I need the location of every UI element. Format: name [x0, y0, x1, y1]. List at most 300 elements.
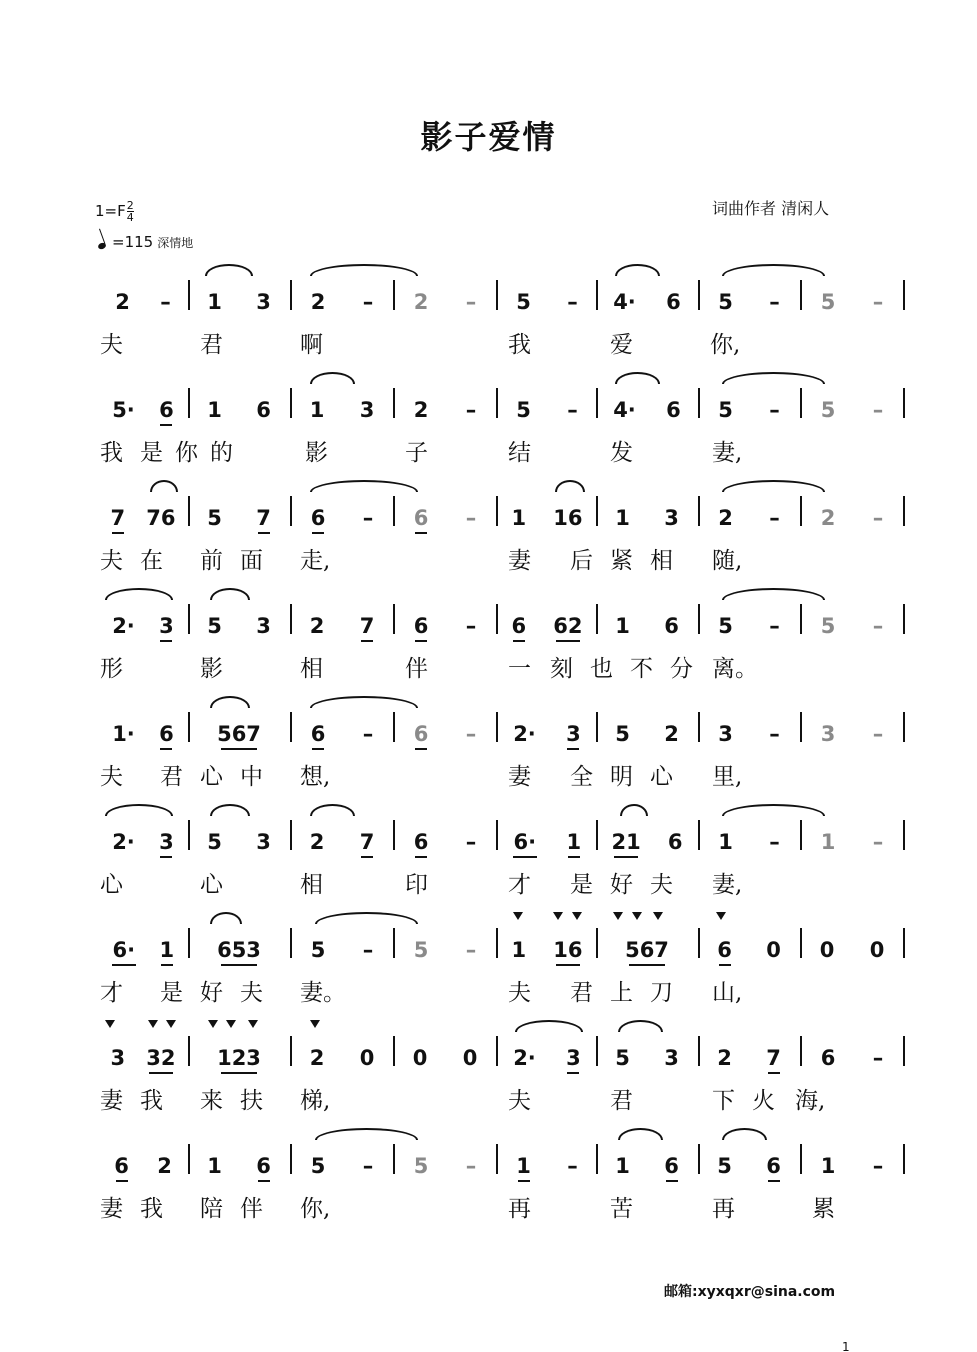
note-text: 6 — [667, 830, 683, 854]
note-text: 1 — [309, 398, 325, 422]
measure — [395, 278, 495, 318]
note — [553, 508, 582, 534]
note-text: 2 — [309, 830, 325, 854]
measure — [598, 818, 696, 858]
note-text: 567 — [217, 722, 261, 746]
bar-line — [290, 388, 292, 418]
bar-line — [188, 388, 190, 418]
measure — [292, 1034, 392, 1074]
slur-mark — [555, 480, 585, 492]
note — [512, 508, 527, 534]
lyric-syllable: 再 — [508, 1196, 531, 1222]
bar-line — [393, 712, 395, 742]
bar-line — [496, 1036, 498, 1066]
bar-line — [188, 1144, 190, 1174]
note-text: – — [872, 614, 884, 638]
note — [207, 400, 222, 426]
note-text: 6· — [112, 938, 136, 962]
note-text: 2 — [309, 1046, 325, 1070]
note-text: 2 — [413, 398, 429, 422]
lyric-syllable: 全 — [570, 764, 593, 790]
author-credit: 词曲作者 清闲人 — [712, 199, 830, 218]
note — [112, 400, 135, 426]
lyric-syllable: 好 — [200, 980, 223, 1006]
measure — [598, 386, 696, 426]
note — [766, 1048, 781, 1074]
note-text: 32 — [146, 1046, 176, 1070]
note — [664, 508, 679, 534]
lyric-syllable: 分 — [670, 656, 693, 682]
bar-line — [800, 604, 802, 634]
slur-mark — [722, 264, 825, 276]
lyric-syllable: 夫 — [100, 332, 123, 358]
bar-line — [393, 280, 395, 310]
note — [111, 1048, 126, 1074]
note — [666, 292, 681, 318]
note-text: 1 — [718, 830, 733, 854]
note-text: – — [769, 506, 780, 530]
note-text: – — [362, 938, 374, 962]
note-text: 2 — [310, 290, 326, 314]
bar-line — [496, 496, 498, 526]
bar-line — [698, 820, 700, 850]
note-text: – — [872, 830, 884, 854]
bar-line — [596, 280, 598, 310]
lyric-syllable: 夫 — [240, 980, 263, 1006]
bar-line — [903, 604, 905, 634]
lyric-syllable: 夫 — [100, 764, 123, 790]
measure — [498, 926, 596, 966]
note — [516, 1156, 531, 1182]
note-text: – — [465, 614, 477, 638]
note — [207, 832, 222, 858]
measure — [395, 1034, 495, 1074]
note-text: 5 — [310, 1154, 326, 1178]
slur-mark — [515, 1020, 583, 1032]
note-text: 0 — [869, 938, 885, 962]
measure — [100, 386, 186, 426]
note-text: – — [465, 290, 477, 314]
lyric-syllable: 也 — [590, 656, 613, 682]
lyric-syllable: 下 — [712, 1088, 735, 1114]
note-text: 6 — [820, 1046, 836, 1070]
lyric-syllable: 面 — [240, 548, 263, 574]
note-text: 3 — [359, 398, 375, 422]
note — [466, 616, 477, 642]
bar-line — [698, 280, 700, 310]
note-text: 3 — [256, 614, 271, 638]
note — [112, 724, 135, 750]
lyric-syllable: 影 — [305, 440, 328, 466]
note — [414, 400, 429, 426]
underline-mark — [221, 1072, 257, 1074]
lyric-syllable: 伴 — [405, 656, 428, 682]
note — [311, 940, 326, 966]
lyric-syllable: 走, — [300, 548, 331, 574]
note-text: – — [872, 1154, 884, 1178]
bar-line — [596, 1036, 598, 1066]
note — [553, 940, 582, 966]
measure — [802, 278, 902, 318]
lyric-syllable: 君 — [610, 1088, 633, 1114]
note-text: 567 — [625, 938, 669, 962]
underline-mark — [116, 1180, 128, 1182]
note — [566, 724, 581, 750]
accent-triangle-icon — [572, 912, 582, 920]
accent-triangle-icon — [248, 1020, 258, 1028]
lyric-syllable: 我 — [140, 1196, 163, 1222]
bar-line — [596, 604, 598, 634]
measure — [190, 602, 288, 642]
note-text: 5 — [718, 614, 733, 638]
lyric-syllable: 累 — [812, 1196, 835, 1222]
lyric-syllable: 在 — [140, 548, 163, 574]
note-text: 1 — [159, 938, 175, 962]
underline-mark — [415, 856, 427, 858]
lyric-syllable: 影 — [200, 656, 223, 682]
note — [615, 616, 630, 642]
note-text: 3 — [256, 290, 271, 314]
note-text: 6 — [666, 290, 681, 314]
measure — [598, 1142, 696, 1182]
note-text: 5 — [615, 1046, 630, 1070]
note — [414, 832, 429, 858]
slur-mark — [618, 1128, 663, 1140]
note — [664, 1156, 679, 1182]
lyric-syllable: 后 — [570, 548, 593, 574]
lyric-syllable: 妻 — [100, 1196, 123, 1222]
measure — [100, 494, 186, 534]
bar-line — [188, 820, 190, 850]
note-text: 2 — [309, 614, 325, 638]
note-text: 16 — [553, 506, 583, 530]
lyric-syllable: 心 — [650, 764, 673, 790]
measure — [498, 1034, 596, 1074]
note-text: 1 — [511, 506, 527, 530]
bar-line — [596, 712, 598, 742]
note-text: 6 — [114, 1154, 129, 1178]
measure — [598, 926, 696, 966]
lyric-syllable: 夫 — [508, 980, 531, 1006]
note-text: 0 — [766, 938, 781, 962]
note-text: – — [769, 830, 780, 854]
underline-mark — [112, 964, 136, 966]
underline-mark — [312, 748, 324, 750]
bar-line — [393, 1144, 395, 1174]
note-text: 123 — [217, 1046, 261, 1070]
note-text: 1 — [615, 614, 630, 638]
quarter-note-icon — [97, 242, 107, 250]
underline-mark — [361, 640, 373, 642]
measure — [100, 710, 186, 750]
lyric-syllable: 紧 — [610, 548, 633, 574]
note-text: 2· — [513, 722, 536, 746]
underline-mark — [258, 1180, 270, 1182]
bar-line — [596, 388, 598, 418]
note-text: 6· — [513, 830, 537, 854]
bar-line — [903, 496, 905, 526]
note — [360, 616, 375, 642]
lyric-syllable: 里, — [712, 764, 743, 790]
measure — [700, 602, 798, 642]
note — [363, 1156, 374, 1182]
note — [615, 724, 630, 750]
lyric-syllable: 随, — [712, 548, 743, 574]
note-text: 3 — [256, 830, 271, 854]
measure — [292, 818, 392, 858]
lyric-syllable: 你 — [175, 440, 198, 466]
note-text: 3 — [110, 1046, 126, 1070]
slur-mark — [105, 804, 173, 816]
bar-line — [393, 388, 395, 418]
measure — [190, 710, 288, 750]
measure — [802, 926, 902, 966]
note — [112, 832, 135, 858]
underline-mark — [666, 1180, 678, 1182]
measure — [498, 494, 596, 534]
note-text: 6 — [766, 1154, 781, 1178]
bar-line — [393, 820, 395, 850]
measure — [395, 710, 495, 750]
note — [414, 1156, 429, 1182]
measure — [292, 386, 392, 426]
note — [766, 1156, 781, 1182]
note — [821, 724, 836, 750]
underline-mark — [719, 964, 731, 966]
note — [160, 292, 171, 318]
note-text: 5 — [207, 830, 222, 854]
slur-mark — [315, 912, 418, 924]
lyric-syllable: 离。 — [712, 656, 758, 682]
bar-line — [290, 496, 292, 526]
lyric-syllable: 相 — [650, 548, 673, 574]
underline-mark — [312, 532, 324, 534]
note-text: 6 — [256, 398, 271, 422]
note-text: 21 — [611, 830, 641, 854]
measure — [802, 818, 902, 858]
measure — [100, 602, 186, 642]
lyric-syllable: 子 — [405, 440, 428, 466]
note-text: 5 — [310, 938, 326, 962]
note — [256, 832, 271, 858]
bar-line — [393, 604, 395, 634]
note-text: – — [567, 398, 578, 422]
note-text: 3 — [664, 1046, 679, 1070]
email-footer: 邮箱:xyxqxr@sina.com — [664, 1284, 836, 1300]
lyric-syllable: 我 — [508, 332, 531, 358]
measure — [498, 278, 596, 318]
note — [159, 400, 174, 426]
note — [256, 292, 271, 318]
underline-mark — [221, 964, 257, 966]
note — [512, 616, 527, 642]
underline-mark — [567, 748, 579, 750]
measure — [498, 818, 596, 858]
underline-mark — [513, 640, 525, 642]
bar-line — [290, 820, 292, 850]
lyric-syllable: 不 — [630, 656, 653, 682]
note-text: 3 — [566, 1046, 581, 1070]
accent-triangle-icon — [716, 912, 726, 920]
note — [717, 940, 732, 966]
note — [567, 1156, 578, 1182]
bar-line — [903, 280, 905, 310]
bar-line — [698, 928, 700, 958]
bar-line — [188, 496, 190, 526]
lyric-syllable: 妻, — [712, 440, 743, 466]
note-text: – — [872, 506, 884, 530]
note — [668, 832, 683, 858]
underline-mark — [518, 1180, 530, 1182]
accent-triangle-icon — [208, 1020, 218, 1028]
note — [821, 616, 836, 642]
note-text: 3 — [820, 722, 836, 746]
note — [612, 832, 641, 858]
lyric-syllable: 一 — [508, 656, 531, 682]
note — [466, 292, 477, 318]
bar-line — [800, 928, 802, 958]
bar-line — [393, 496, 395, 526]
note-text: 7 — [110, 506, 126, 530]
note-text: 1 — [615, 1154, 630, 1178]
bar-line — [188, 280, 190, 310]
slur-mark — [620, 804, 648, 816]
measure — [395, 926, 495, 966]
bar-line — [800, 388, 802, 418]
note — [873, 832, 884, 858]
note-text: 3 — [159, 614, 174, 638]
note — [159, 724, 174, 750]
note — [870, 940, 885, 966]
slur-mark — [210, 804, 250, 816]
lyric-syllable: 梯, — [300, 1088, 331, 1114]
accent-triangle-icon — [553, 912, 563, 920]
slur-mark — [210, 912, 242, 924]
note-text: 1 — [516, 1154, 531, 1178]
note-text: – — [769, 722, 780, 746]
underline-mark — [415, 748, 427, 750]
note — [769, 400, 780, 426]
measure — [802, 494, 902, 534]
bar-line — [596, 496, 598, 526]
lyric-syllable: 苦 — [610, 1196, 633, 1222]
note-text: 1 — [207, 290, 222, 314]
accent-triangle-icon — [632, 912, 642, 920]
measure — [190, 386, 288, 426]
note — [217, 940, 261, 966]
note — [207, 616, 222, 642]
bar-line — [698, 388, 700, 418]
accent-triangle-icon — [513, 912, 523, 920]
underline-mark — [361, 856, 373, 858]
note — [414, 616, 429, 642]
note-text: 6 — [413, 722, 429, 746]
note — [769, 724, 780, 750]
note — [256, 400, 271, 426]
accent-triangle-icon — [105, 1020, 115, 1028]
note — [256, 508, 271, 534]
lyric-syllable: 夫 — [100, 548, 123, 574]
note-text: – — [872, 398, 884, 422]
bar-line — [188, 712, 190, 742]
measure — [598, 710, 696, 750]
lyric-syllable: 我 — [100, 440, 123, 466]
slur-mark — [310, 372, 355, 384]
bar-line — [800, 712, 802, 742]
note — [718, 508, 733, 534]
note-text: – — [769, 614, 780, 638]
note — [310, 1048, 325, 1074]
note — [873, 724, 884, 750]
lyric-syllable: 的 — [210, 440, 233, 466]
note — [664, 616, 679, 642]
lyric-syllable: 妻 — [508, 764, 531, 790]
lyric-syllable: 山, — [712, 980, 743, 1006]
note-text: – — [465, 398, 477, 422]
note-text: – — [465, 506, 477, 530]
note-text: – — [872, 1046, 884, 1070]
lyric-syllable: 是 — [160, 980, 183, 1006]
note — [613, 400, 636, 426]
slur-mark — [615, 372, 660, 384]
lyric-syllable: 刀 — [650, 980, 673, 1006]
bar-line — [698, 1144, 700, 1174]
note-text: 7 — [359, 614, 375, 638]
measure — [802, 602, 902, 642]
bar-line — [393, 928, 395, 958]
measure — [100, 926, 186, 966]
lyric-syllable: 夫 — [508, 1088, 531, 1114]
slur-mark — [722, 372, 825, 384]
accent-triangle-icon — [166, 1020, 176, 1028]
lyric-syllable: 前 — [200, 548, 223, 574]
note — [363, 724, 374, 750]
lyric-syllable: 形 — [100, 656, 123, 682]
bar-line — [698, 604, 700, 634]
measure — [395, 818, 495, 858]
bar-line — [800, 280, 802, 310]
note-text: 6 — [159, 722, 174, 746]
note-text: – — [160, 290, 171, 314]
note — [207, 508, 222, 534]
note — [615, 1156, 630, 1182]
note-text: 6 — [666, 398, 681, 422]
measure — [190, 278, 288, 318]
note-text: 0 — [412, 1046, 428, 1070]
slur-mark — [722, 588, 825, 600]
note-text: 2 — [664, 722, 679, 746]
note — [513, 832, 537, 858]
note — [311, 1156, 326, 1182]
underline-mark — [568, 856, 580, 858]
note-text: 6 — [664, 1154, 679, 1178]
slur-mark — [210, 588, 250, 600]
bar-line — [698, 712, 700, 742]
note — [114, 1156, 129, 1182]
underline-mark — [768, 1180, 780, 1182]
note — [360, 832, 375, 858]
note-text: 4· — [613, 398, 636, 422]
note-text: 5 — [207, 614, 222, 638]
bar-line — [496, 604, 498, 634]
tempo-marking — [98, 233, 193, 251]
note-text: 3 — [566, 722, 581, 746]
bar-line — [903, 928, 905, 958]
note — [310, 400, 325, 426]
note — [664, 1048, 679, 1074]
note-text: 5 — [717, 1154, 732, 1178]
note — [363, 508, 374, 534]
